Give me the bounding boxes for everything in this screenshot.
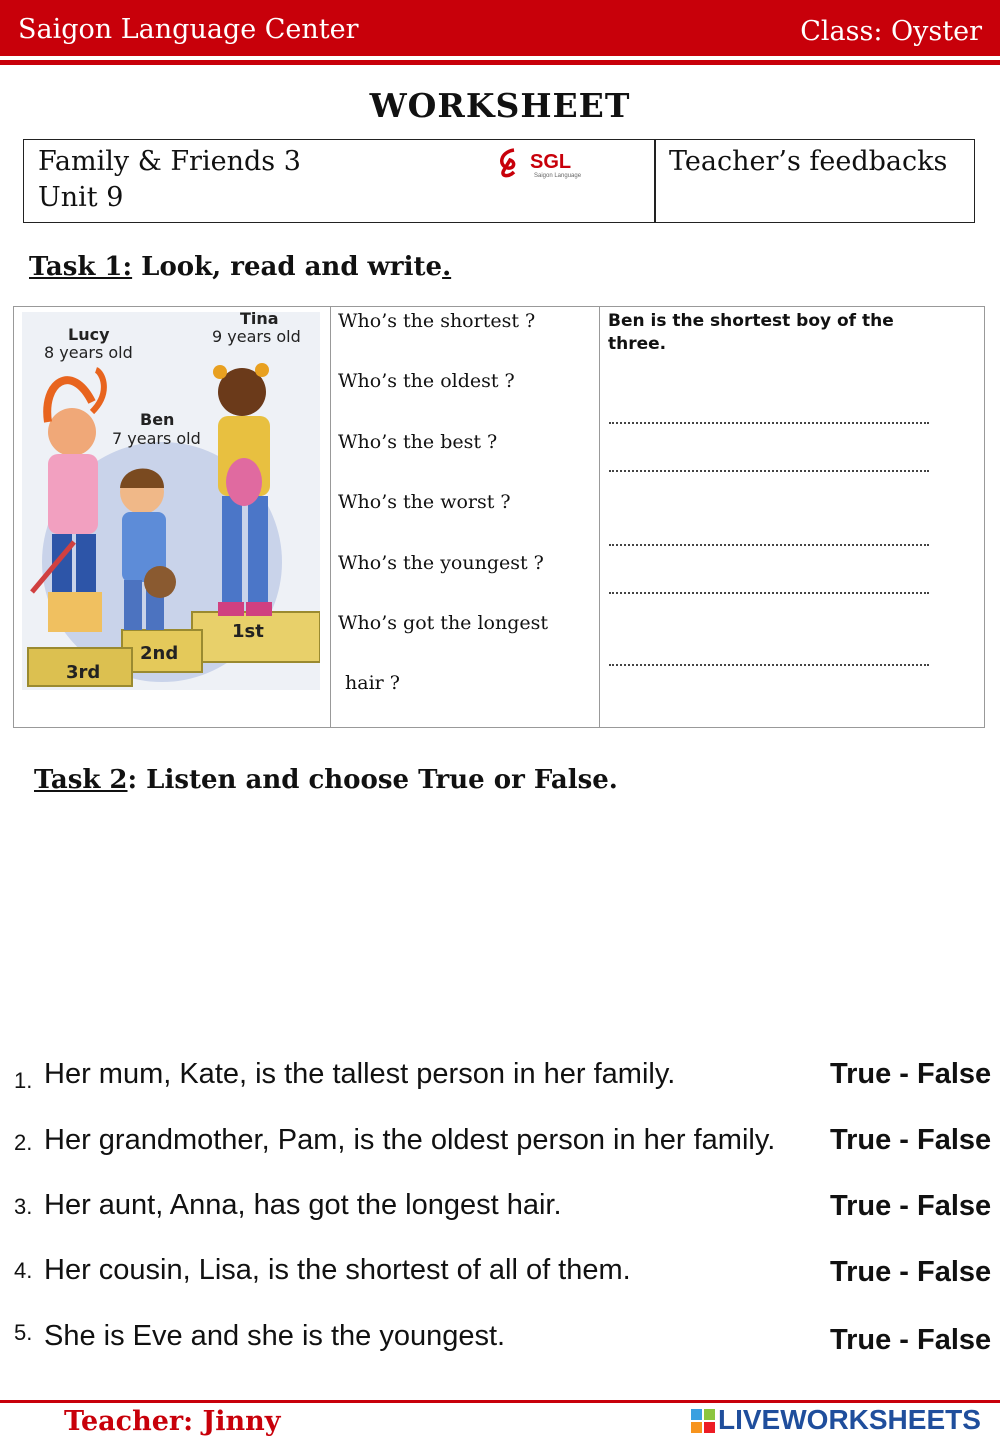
statement-1-true-false[interactable]: True - False <box>830 1058 992 1090</box>
statement-3-number: 3. <box>14 1194 33 1219</box>
statement-4-number: 4. <box>14 1258 33 1283</box>
task1-instruction: Look, read and write <box>141 252 443 282</box>
task1-heading <box>29 252 451 282</box>
logo-text: SGL <box>530 151 572 173</box>
question-3: Who’s the best ? <box>338 431 498 453</box>
task1-col-divider-1 <box>330 306 331 728</box>
statement-4-text: Her cousin, Lisa, is the shortest of all of them. <box>44 1254 631 1286</box>
statement-3-true-false[interactable]: True - False <box>830 1190 992 1222</box>
tina-name: Tina <box>240 312 279 328</box>
statement-2-true-false[interactable]: True - False <box>830 1124 992 1156</box>
sgl-logo <box>494 146 594 180</box>
logo-subtext: Saigon Language <box>534 173 582 179</box>
unit-label: Unit 9 <box>38 182 124 213</box>
task1-label: Task 1: <box>29 252 133 282</box>
place-3rd-label: 3rd <box>66 662 101 683</box>
liveworksheets-logo-icon <box>690 1408 716 1434</box>
question-6-continued: hair ? <box>345 672 400 694</box>
answer-line-4[interactable] <box>609 592 929 594</box>
place-2nd-label: 2nd <box>140 643 179 664</box>
place-1st-label: 1st <box>232 621 264 642</box>
task2-heading <box>34 765 618 795</box>
header-rule <box>0 60 1000 65</box>
question-5: Who’s the youngest ? <box>338 552 544 574</box>
answer-line-1[interactable] <box>609 422 929 424</box>
teacher-name: Teacher: Jinny <box>64 1406 281 1437</box>
statement-5-text: She is Eve and she is the youngest. <box>44 1320 506 1352</box>
ben-age: 7 years old <box>112 429 201 448</box>
statement-1-text: Her mum, Kate, is the tallest person in her family. <box>44 1058 676 1090</box>
answer-line-2[interactable] <box>609 470 929 472</box>
statement-2-number: 2. <box>14 1130 33 1155</box>
answer-line-5[interactable] <box>609 664 929 666</box>
statement-3-text: Her aunt, Anna, has got the longest hair. <box>44 1189 562 1221</box>
statement-5-true-false[interactable]: True - False <box>830 1324 992 1356</box>
school-name: Saigon Language Center <box>18 14 359 45</box>
podium-picture <box>22 312 320 690</box>
question-6: Who’s got the longest <box>338 612 549 634</box>
worksheet-title: WORKSHEET <box>369 86 631 125</box>
class-label: Class: Oyster <box>800 16 982 47</box>
answer-line-3[interactable] <box>609 544 929 546</box>
tina-age: 9 years old <box>212 327 301 346</box>
lucy-age: 8 years old <box>44 343 133 362</box>
teacher-feedback-label: Teacher’s feedbacks <box>669 146 948 177</box>
info-table-divider <box>654 139 656 223</box>
task1-period: . <box>442 252 452 282</box>
ben-name: Ben <box>140 410 175 429</box>
question-2: Who’s the oldest ? <box>338 370 515 392</box>
task2-label: Task 2 <box>34 765 128 795</box>
statement-4-true-false[interactable]: True - False <box>830 1256 992 1288</box>
course-name: Family & Friends 3 <box>38 146 301 177</box>
liveworksheets-brand[interactable]: LIVEWORKSHEETS <box>718 1404 981 1435</box>
example-answer: Ben is the shortest boy of the three. <box>608 311 894 354</box>
question-4: Who’s the worst ? <box>338 491 511 513</box>
task2-instruction: : Listen and choose True or False. <box>127 765 618 795</box>
task1-col-divider-2 <box>599 306 600 728</box>
statement-5-number: 5. <box>14 1320 33 1345</box>
lucy-name: Lucy <box>68 325 110 344</box>
statement-2-text: Her grandmother, Pam, is the oldest person in her family. <box>44 1124 776 1156</box>
statement-1-number: 1. <box>14 1068 33 1093</box>
footer-rule <box>0 1400 1000 1403</box>
question-1: Who’s the shortest ? <box>338 310 536 332</box>
